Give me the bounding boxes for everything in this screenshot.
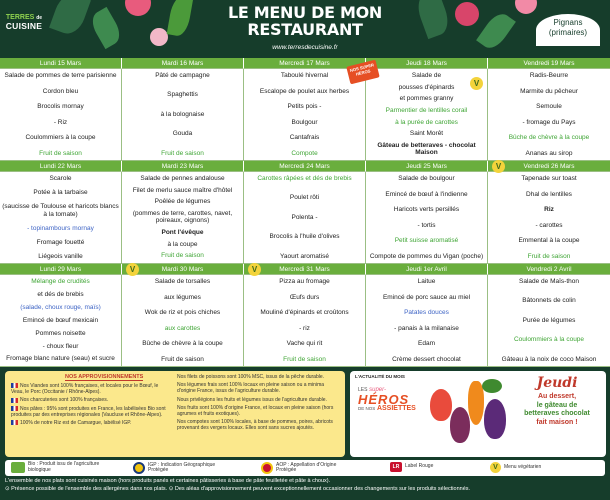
menu-item: Coulommiers à la coupe	[513, 336, 585, 344]
menu-item: Œufs durs	[289, 293, 320, 301]
heros-text: super-	[369, 387, 387, 393]
aop-icon	[261, 462, 273, 474]
menu-item: Dhal de lentilles	[526, 190, 572, 198]
approvisionnement-text: Nos légumes frais sont 100% locaux en pleine saison ou a minima d'origine France, issus de l'agriculture durable.	[177, 382, 325, 395]
day-header: Lundi 22 Mars	[0, 161, 122, 172]
menu-item: et pommes granny	[399, 95, 454, 103]
vegetarian-icon: V	[126, 263, 139, 276]
menu-item: Bûche de chèvre à la coupe	[508, 134, 590, 141]
day-header: Vendredi 26 Mars	[488, 161, 610, 172]
week-header-row	[0, 161, 610, 172]
menu-item: Petits pois -	[287, 103, 322, 110]
menu-item: aux légumes	[164, 293, 201, 301]
menu-item: Emincé de bœuf à l'indienne	[385, 190, 468, 198]
page-title	[200, 4, 410, 38]
title-line: LE MENU DE MON	[228, 3, 382, 22]
day-header: Lundi 15 Mars	[0, 58, 122, 69]
menu-item: Filet de merlu sauce maître d'hôtel	[132, 186, 233, 194]
menu-item: Coulommiers à la coupe	[25, 134, 96, 141]
day-menu	[122, 69, 244, 161]
day-header: Lundi 29 Mars	[0, 264, 122, 275]
menu-item: Bûche de chèvre à la coupe	[142, 340, 223, 347]
location-name: Pignans	[553, 18, 583, 27]
menu-item: Carottes râpées et dés de brebis	[257, 175, 352, 182]
menu-item: Polenta -	[291, 213, 318, 221]
menu-item: Cantafrais	[289, 134, 320, 141]
approvisionnement-text: Nos charcuteries sont 100% françaises.	[11, 397, 171, 403]
approvisionnement-text: Nos filets de poissons sont 100% MSC, issus de la pêche durable.	[177, 374, 325, 380]
approvisionnement-text: Nos fruits sont 100% d'origine France, et locaux en pleine saison (hors agrumes et fruits exotiques).	[177, 404, 334, 418]
day-header: Mercredi 31 Mars	[244, 264, 366, 275]
eggplant-icon	[484, 399, 506, 439]
heros-text: ASSIETTES	[376, 405, 416, 412]
menu-item: - topinambours mornay	[27, 224, 94, 232]
menu-item: Liégeois vanille	[38, 252, 83, 260]
footer-note: L'ensemble de nos plats sont cuisinés maison (hors produits panés et certaines pâtisseries à base de pâte feuilletée et pâte à choux).	[5, 478, 331, 484]
menu-item: - riz	[299, 324, 310, 332]
menu-item: Fruit de saison	[39, 149, 82, 157]
footer-note: ⊙ Présence possible de l'ensemble des allergènes dans nos plats. ⊙ Des aléas d'approvisionnement peuvent exceptionnellement occasionner des changements sur les produits sélectionnés.	[5, 486, 471, 492]
menu-item: Emincé de bœuf mexicain	[22, 316, 99, 324]
menu-item: Boulgour	[291, 118, 318, 126]
day-header: Mardi 30 Mars	[122, 264, 244, 275]
title-line: RESTAURANT	[247, 20, 363, 39]
heros-text: LES	[358, 387, 368, 393]
menu-item: Brocolis à l'huile d'olives	[269, 233, 340, 241]
legend-label-rouge	[390, 462, 433, 472]
menu-item: Compote de pommes du Vigan (poche)	[369, 252, 484, 260]
menu-item: Potée à la tarbaise	[33, 189, 88, 196]
menu-item: Pizza au fromage	[279, 278, 330, 285]
menu-item: Tapenade sur toast	[521, 175, 577, 182]
menu-item: - fromage du Pays	[522, 118, 576, 126]
menu-item: (pommes de terre, carottes, navet, poireaux, oignons)	[132, 209, 233, 225]
heros-text: HÉROS	[358, 392, 410, 407]
flower-decoration	[515, 0, 537, 14]
day-header: Jeudi 25 Mars	[366, 161, 488, 172]
flower-decoration	[455, 2, 479, 26]
location-badge	[536, 14, 600, 46]
menu-item: Wok de riz et pois chiches	[144, 309, 221, 316]
flower-decoration	[125, 0, 151, 16]
jeudi-announcement	[512, 375, 602, 427]
menu-item: Marmite du pêcheur	[520, 87, 578, 95]
menu-item: Crème dessert chocolat	[392, 355, 461, 363]
menu-item: - choux fleur	[42, 342, 79, 350]
france-flag-icon	[11, 398, 18, 403]
label-rouge-icon: LR	[390, 462, 402, 472]
day-menu	[244, 172, 366, 264]
menu-item: Yaourt aromatisé	[279, 252, 329, 260]
menu-item: Compote	[291, 149, 318, 157]
info-panel	[0, 367, 610, 500]
menu-item: et dés de brebis	[37, 290, 84, 298]
menu-item: Salade de Maïs-thon	[519, 278, 579, 285]
leaf-decoration	[413, 0, 452, 39]
day-header: Vendredi 2 Avril	[488, 264, 610, 275]
menu-item: Parmentier de lentilles corail	[385, 106, 468, 114]
vegetarian-icon: V	[248, 263, 261, 276]
menu-item: Bâtonnets de colin	[522, 297, 576, 305]
location-level: (primaires)	[548, 28, 588, 37]
menu-item: Mélange de crudités	[31, 278, 90, 285]
menu-item: Salade de pommes de terre parisienne	[4, 72, 117, 79]
menu-item: Escalope de poulet aux herbes	[259, 87, 350, 95]
menu-item: Fruit de saison	[161, 149, 204, 157]
day-menu	[122, 172, 244, 264]
menu-item: Spaghettis	[167, 91, 198, 99]
day-header: Mardi 23 Mars	[122, 161, 244, 172]
jeudi-title: Jeudi	[536, 375, 578, 391]
legend-vegetarien	[490, 462, 541, 473]
jeudi-text	[512, 393, 602, 427]
approvisionnement-left	[11, 383, 171, 428]
menu-item: Salade de boulgour	[398, 175, 455, 182]
approvisionnement-text: 100% de notre Riz est de Camargue, labélisé IGP.	[11, 420, 171, 426]
menu-item: Emincé de porc sauce au miel	[382, 293, 471, 301]
vegetable-heroes-illustration	[430, 379, 510, 449]
legend-aop	[261, 462, 346, 474]
menu-item: Emmental à la coupe	[518, 237, 580, 244]
legend-bar	[5, 460, 605, 476]
day-header: Mardi 16 Mars	[122, 58, 244, 69]
menu-item: Petit suisse aromatisé	[394, 237, 459, 244]
heros-text: DE NOS	[358, 406, 376, 411]
week-header-row	[0, 264, 610, 275]
website-link[interactable]: www.terresdecuisine.fr	[272, 44, 338, 51]
menu-item: Saint Morêt	[409, 130, 444, 138]
menu-item: (saucisse de Toulouse et haricots blancs à la tomate)	[2, 203, 119, 218]
day-menu	[0, 69, 122, 161]
menu-item: Gâteau de betteraves - chocolat Maison	[377, 141, 476, 157]
igp-icon	[133, 462, 145, 474]
menu-item: à la coupe	[167, 240, 198, 248]
page-header	[0, 0, 610, 58]
menu-item: - tortis	[417, 221, 436, 229]
day-header: Mercredi 17 Mars	[244, 58, 366, 69]
menu-item: (salade, choux rouge, maïs)	[20, 303, 101, 311]
menu-grid	[0, 58, 610, 367]
approvisionnement-text: Nos pâtes : 95% sont produites en France, les labélisées Bio sont produites par des entreprises régionales (Vaucluse et Rhône-Alpes).	[11, 405, 166, 418]
menu-item: à la bolognaise	[160, 110, 205, 118]
day-menu	[0, 172, 122, 264]
super-heros-badge: NOS SUPER HÉROS	[346, 60, 379, 85]
day-menu	[488, 69, 610, 161]
menu-item: Edam	[418, 340, 435, 347]
day-header: Jeudi 18 Mars	[366, 58, 488, 69]
menu-item: Pâté de campagne	[155, 72, 210, 79]
menu-item: - panais à la milanaise	[394, 324, 459, 332]
super-heros-title	[358, 386, 416, 414]
approvisionnement-right	[177, 374, 340, 434]
jeudi-line: Au dessert,	[537, 393, 577, 400]
actualite-panel	[350, 371, 606, 457]
menu-item: Salade de	[411, 72, 442, 79]
menu-item: Gâteau à la noix de coco Maison	[501, 355, 597, 363]
day-menu	[366, 172, 488, 264]
legend-text: Label Rouge	[405, 463, 434, 470]
jeudi-line: betteraves chocolat	[524, 410, 590, 417]
legend-bio	[11, 462, 118, 473]
leaf-icon	[482, 379, 502, 393]
leaf-decoration	[49, 0, 91, 38]
vegetarian-icon: V	[492, 160, 505, 173]
beet-icon	[450, 407, 470, 443]
approvisionnement-panel	[5, 371, 345, 457]
approvisionnement-text: Nos compotes sont 100% locales, à base de pommes, poires, abricots provenant des vergers locaux. Elles sont sans sucres ajoutés.	[177, 419, 333, 432]
day-menu	[244, 69, 366, 161]
menu-item: Fruit de saison	[283, 355, 326, 363]
approvisionnement-text: Nous privilégions les fruits et légumes issus de l'agriculture durable.	[177, 396, 327, 403]
menu-item: Fruit de saison	[527, 252, 571, 260]
menu-item: Poulet rôti	[289, 194, 320, 202]
ab-bio-icon	[11, 462, 25, 473]
menu-item: Ananas au sirop	[525, 149, 573, 157]
menu-item: Radis-Beurre	[529, 72, 569, 79]
day-header: Vendredi 19 Mars	[488, 58, 610, 69]
menu-item: aux carottes	[164, 324, 201, 332]
menu-item: Taboulé hivernal	[280, 72, 329, 79]
approvisionnement-title: NOS APPROVISIONNEMENTS	[65, 374, 144, 380]
menu-item: pousses d'épinards	[398, 83, 455, 91]
menu-item: à la purée de carottes	[395, 118, 458, 126]
menu-item: - carottes	[535, 221, 563, 229]
leaf-decoration	[87, 7, 124, 49]
legend-text: IGP : Indication Géographique Protégée	[148, 461, 216, 473]
menu-item: Salade de pennes andalouse	[140, 175, 225, 182]
menu-item: Gouda	[172, 130, 193, 138]
terres-de-cuisine-logo	[4, 14, 44, 50]
logo-text: CUISINE	[5, 21, 43, 31]
menu-item: Fruit de saison	[161, 252, 204, 260]
france-flag-icon	[11, 383, 18, 388]
menu-item: Mouliné d'épinards et croûtons	[260, 309, 349, 316]
tomato-icon	[430, 389, 452, 421]
menu-item: Vache qui rit	[286, 340, 323, 347]
france-flag-icon	[11, 420, 18, 425]
day-menu	[0, 275, 122, 367]
menu-item: Haricots verts persillés	[393, 206, 460, 213]
menu-item: Riz	[544, 206, 554, 213]
day-header: Mercredi 24 Mars	[244, 161, 366, 172]
day-menu	[366, 275, 488, 367]
france-flag-icon	[11, 406, 18, 411]
menu-item: Fruit de saison	[161, 355, 204, 363]
menu-item: Cordon bleu	[42, 87, 79, 95]
logo-text: TERRES	[5, 14, 35, 21]
actualite-label: L'ACTUALITÉ DU MOIS	[355, 374, 405, 379]
vegetarian-icon: V	[470, 77, 483, 90]
legend-text: AOP : Appellation d'Origine Protégée	[276, 461, 337, 473]
day-menu	[488, 275, 610, 367]
menu-item: Fromage blanc nature (seau) et sucre	[6, 355, 115, 363]
legend-text: Bio : Produit issu de l'agriculture biologique	[28, 461, 100, 473]
day-header: Jeudi 1er Avril	[366, 264, 488, 275]
menu-item: Salade de torsalles	[154, 278, 211, 285]
menu-item: Poêlée de légumes	[154, 198, 211, 206]
menu-item: Pommes noisette	[35, 329, 86, 337]
menu-item: Patates douces	[404, 309, 449, 316]
jeudi-line: le gâteau de	[536, 401, 578, 409]
menu-item: Brocolis mornay	[37, 103, 84, 110]
flower-decoration	[150, 28, 168, 46]
jeudi-line: fait maison !	[536, 418, 578, 426]
menu-item: Pont l'évêque	[161, 229, 204, 237]
legend-igp	[133, 462, 218, 474]
legend-text: Menu végétarien	[504, 463, 542, 470]
week-header-row	[0, 58, 610, 69]
menu-item: Laitue	[417, 278, 436, 285]
leaf-decoration	[167, 0, 194, 37]
menu-item: Purée de légumes	[522, 316, 576, 324]
menu-item: - Riz	[53, 118, 68, 126]
menu-item: Semoule	[536, 103, 562, 110]
logo-text: de	[36, 15, 43, 21]
leaf-decoration	[476, 9, 516, 53]
menu-item: Fromage fouetté	[36, 238, 85, 246]
approvisionnement-text: Nos Viandes sont 100% françaises, et locales pour le Bœuf, le Veau, le Porc (Occitanie / Rhône-Alpes).	[11, 383, 159, 396]
vegetarian-icon: V	[490, 462, 501, 473]
menu-item: Scarole	[49, 175, 72, 182]
